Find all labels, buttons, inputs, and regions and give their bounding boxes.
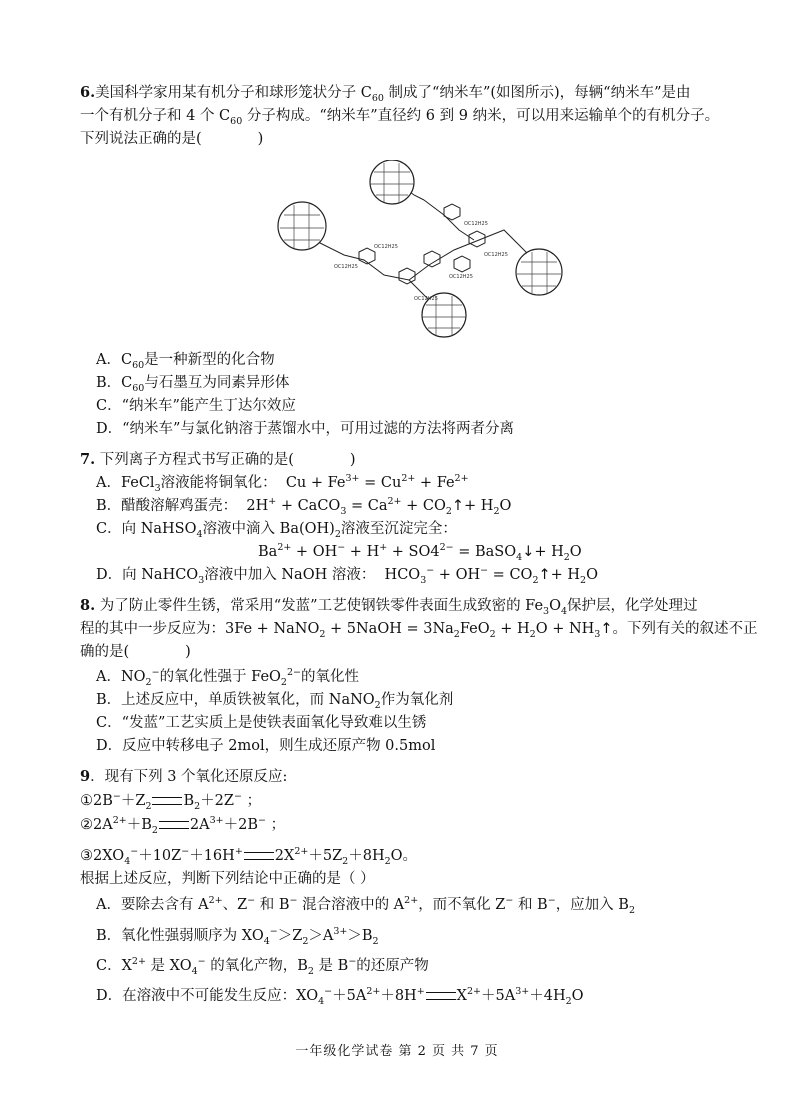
- q6-option-a: A．$C_{60}$是一种新型的化合物: [96, 352, 275, 371]
- q9-reaction-2: $②2A^{2+}+B_2$ $2A^{3+}+2B^-$ ；: [80, 815, 286, 836]
- q6-option-c: C．“纳米车”能产生丁达尔效应: [96, 398, 296, 414]
- q8-line3: 确的是( ): [80, 644, 191, 660]
- q6-line2: 一个有机分子和 4 个 $C_{60}$ 分子构成。“纳米车”直径约 6 到 9 纳米，可以用来运输单个的有机分子。: [80, 108, 720, 127]
- svg-text:OC12H25: OC12H25: [484, 252, 508, 258]
- q7-stem: 7. 下列离子方程式书写正确的是( ): [80, 451, 356, 468]
- q6-option-b: B．$C_{60}$与石墨互为同素异形体: [96, 375, 290, 394]
- q9-option-b: B．氧化性强弱顺序为 $XO_4^->Z_2>A^{3+}>B_2$: [96, 926, 379, 947]
- page-footer: 一年级化学试卷 第 2 页 共 7 页: [295, 1044, 499, 1059]
- q8-option-b: B．上述反应中，单质铁被氧化，而 NaNO$_2$作为氧化剂: [96, 692, 454, 711]
- q9-stem: 9．现有下列 3 个氧化还原反应:: [80, 768, 288, 785]
- q7-option-d: D．向 NaHCO$_3$溶液中加入 NaOH 溶液： $HCO_3^- + OH^-$ = $CO_2↑+ H_2O$: [96, 565, 598, 586]
- svg-text:OC12H25: OC12H25: [449, 274, 473, 280]
- q8-line1: 8. 为了防止零件生锈，常采用“发蓝”工艺使钢铁零件表面生成致密的 $Fe_3O_4$保护层，化学处理过: [80, 597, 698, 617]
- q6-line1: 6.美国科学家用某有机分子和球形笼状分子 $C_{60}$ 制成了“纳米车”(如图所示)，每辆“纳米车”是由: [80, 84, 691, 104]
- q9-option-c: C．$X^{2+}$ 是 $XO_4^-$ 的氧化产物，$B_2$ 是 B−的还原产物: [96, 956, 429, 977]
- svg-text:OC12H25: OC12H25: [414, 296, 438, 302]
- nanocar-figure: [264, 160, 564, 340]
- q6-option-d: D．“纳米车”与氯化钠溶于蒸馏水中，可用过滤的方法将两者分离: [96, 421, 514, 437]
- svg-text:OC12H25: OC12H25: [334, 264, 358, 270]
- q9-option-a: A．要除去含有 $A^{2+}$、Z− 和 B− 混合溶液中的 $A^{2+}$，而不氧化 Z− 和 B−，应加入 $B_2$: [96, 895, 635, 916]
- svg-text:OC12H25: OC12H25: [464, 221, 488, 227]
- q7-option-c: C．向 NaHSO$_4$溶液中滴入 $Ba(OH)_2$溶液至沉淀完全：: [96, 521, 457, 540]
- q9-ask: 根据上述反应，判断下列结论中正确的是（ ）: [80, 871, 375, 887]
- q7-option-b: B．醋酸溶解鸡蛋壳： 2H+ + CaCO$_3$ = $Ca^{2+}$ + $CO_2↑+ H_2O$: [96, 496, 512, 517]
- q8-option-c: C．“发蓝”工艺实质上是使铁表面氧化导致难以生锈: [96, 715, 427, 731]
- q9-reaction-1: $①2B^-+Z_2$ $B_2+2Z^-$ ；: [80, 791, 262, 812]
- q8-option-a: A．$NO_2^-$的氧化性强于 FeO$_2^{2-}$的氧化性: [96, 667, 359, 688]
- q7-option-c-equation: $Ba^{2+} + OH^- + H^+ + SO4^{2-}$ = BaSO$_4$↓+ $H_2O$: [258, 542, 582, 563]
- q6-line3: 下列说法正确的是( ): [80, 131, 264, 147]
- q7-option-a: A．FeCl$_3$溶液能将铜氧化： $Cu + Fe^{3+} = Cu^{2+} + Fe^{2+}$: [96, 473, 469, 494]
- svg-text:OC12H25: OC12H25: [374, 244, 398, 250]
- q8-line2: 程的其中一步反应为：3Fe + NaNO$_2$ + 5NaOH = $3Na_2FeO_2 + H_2O$ + $NH_3↑$。下列有关的叙述不正: [80, 621, 758, 640]
- q9-reaction-3: $③2XO_4^-+10Z^-+16H^+$ $2X^{2+}+5Z_2+8H_2O$。: [80, 846, 418, 867]
- q8-option-d: D．反应中转移电子 2mol，则生成还原产物 0.5mol: [96, 738, 436, 754]
- q9-option-d: D．在溶液中不可能发生反应：$XO_4^-+5A^{2+}+8H^+$ $X^{2+}+5A^{3+}+4H_2O$: [96, 986, 584, 1007]
